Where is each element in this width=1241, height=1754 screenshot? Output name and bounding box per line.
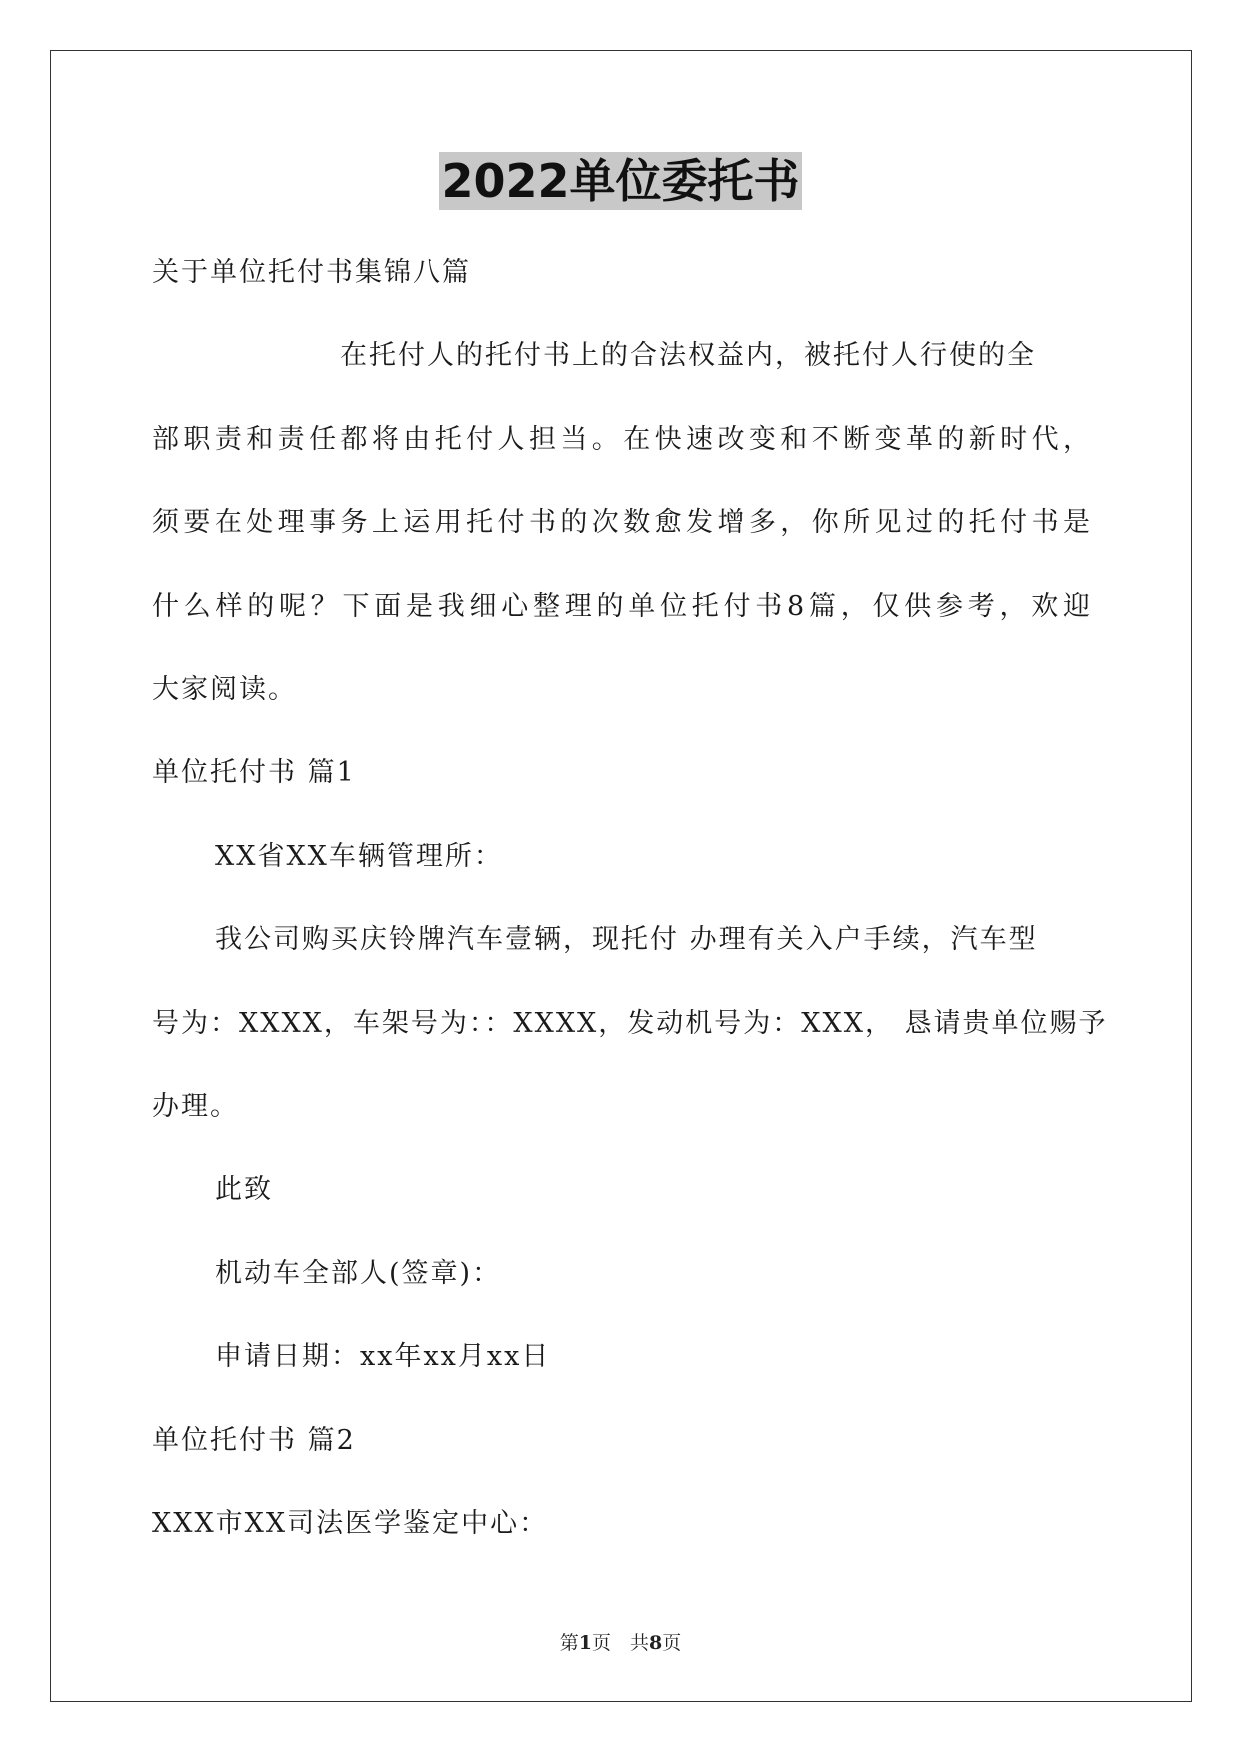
footer-prefix: 第 bbox=[559, 1632, 579, 1654]
footer-total-pages: 8 bbox=[649, 1632, 663, 1654]
document-title: 2022单位委托书 bbox=[441, 154, 800, 208]
body-line: 机动车全部人(签章)： bbox=[215, 1258, 502, 1289]
body-line: 申请日期：xx年xx月xx日 bbox=[215, 1341, 551, 1372]
body-line: 大家阅读。 bbox=[152, 674, 297, 705]
footer-middle: 页 共 bbox=[591, 1632, 649, 1654]
body-line: 单位托付书 篇2 bbox=[152, 1425, 356, 1456]
body-line: 单位托付书 篇1 bbox=[152, 757, 356, 788]
body-line: 此致 bbox=[215, 1174, 273, 1205]
body-line: 部职责和责任都将由托付人担当。在快速改变和不断变革的新时代， bbox=[152, 424, 1092, 455]
footer-page-number: 1 bbox=[578, 1632, 592, 1654]
title-container bbox=[0, 152, 1241, 210]
page-footer bbox=[0, 1628, 1241, 1655]
body-line: 须要在处理事务上运用托付书的次数愈发增多，你所见过的托付书是 bbox=[152, 507, 1092, 538]
footer-suffix: 页 bbox=[662, 1632, 682, 1654]
body-line: XXX市XX司法医学鉴定中心： bbox=[152, 1508, 549, 1539]
body-line: 在托付人的托付书上的合法权益内，被托付人行使的全 bbox=[340, 340, 1036, 371]
body-line: 办理。 bbox=[152, 1091, 239, 1122]
body-line: 什么样的呢？下面是我细心整理的单位托付书8篇，仅供参考，欢迎 bbox=[152, 591, 1092, 622]
body-line: 关于单位托付书集锦八篇 bbox=[152, 257, 471, 288]
body-line: 号为：XXXX，车架号为：：XXXX，发动机号为：XXX， 恳请贵单位赐予 bbox=[152, 1008, 1108, 1039]
body-line: XX省XX车辆管理所： bbox=[215, 841, 503, 872]
body-line: 我公司购买庆铃牌汽车壹辆，现托付 办理有关入户手续，汽车型 bbox=[215, 924, 1038, 955]
